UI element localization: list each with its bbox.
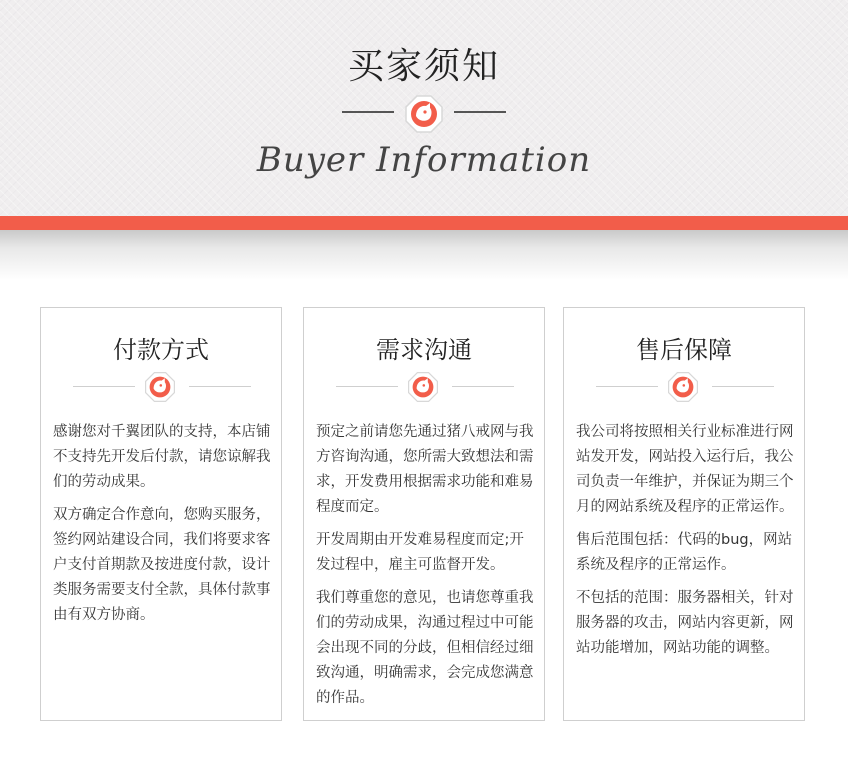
card-body — [316, 420, 536, 719]
card-divider-right — [189, 386, 251, 387]
card-divider-right — [452, 386, 514, 387]
card-payment — [40, 307, 282, 721]
card-divider-left — [336, 386, 398, 387]
card-divider-left — [596, 386, 658, 387]
pig-badge-icon — [404, 94, 444, 134]
card-paragraph: 我们尊重您的意见，也请您尊重我们的劳动成果，沟通过程过中可能会出现不同的分歧，但相信经过细致沟通，明确需求，会完成您满意的作品。 — [316, 590, 534, 706]
pig-badge-icon — [407, 371, 439, 403]
card-paragraph: 双方确定合作意向，您购买服务，签约网站建设合同，我们将要求客户支付首期款及按进度付款，设计类服务需要支付全款，具体付款事由有双方协商。 — [53, 507, 271, 623]
card-paragraph: 感谢您对千翼团队的支持，本店铺不支持先开发后付款，请您谅解我们的劳动成果。 — [53, 424, 271, 490]
card-divider-left — [73, 386, 135, 387]
card-paragraph: 不包括的范围：服务器相关，针对服务器的攻击，网站内容更新，网站功能增加，网站功能的调整。 — [576, 590, 794, 656]
accent-band — [0, 216, 848, 230]
card-paragraph: 预定之前请您先通过猪八戒网与我方咨询沟通，您所需大致想法和需求，开发费用根据需求功能和难易程度而定。 — [316, 424, 534, 515]
divider-left — [342, 111, 394, 113]
card-paragraph: 售后范围包括：代码的bug，网站系统及程序的正常运作。 — [576, 532, 793, 573]
card-divider-right — [712, 386, 774, 387]
card-body — [53, 420, 273, 636]
page-title: 买家须知 — [347, 46, 500, 87]
divider-right — [454, 111, 506, 113]
card-after-sales — [563, 307, 805, 721]
page-subtitle: Buyer Information — [256, 140, 592, 180]
band-shadow — [0, 230, 848, 280]
card-title: 付款方式 — [113, 336, 209, 364]
card-paragraph: 开发周期由开发难易程度而定;开发过程中，雇主可监督开发。 — [316, 532, 524, 573]
pig-badge-icon — [667, 371, 699, 403]
header-banner — [0, 0, 848, 216]
card-title: 售后保障 — [636, 336, 732, 364]
card-paragraph: 我公司将按照相关行业标准进行网站发开发，网站投入运行后，我公司负责一年维护，并保证为期三个月的网站系统及程序的正常运作。 — [576, 424, 794, 515]
card-title: 需求沟通 — [376, 336, 472, 364]
pig-badge-icon — [144, 371, 176, 403]
card-communication — [303, 307, 545, 721]
card-body — [576, 420, 796, 669]
